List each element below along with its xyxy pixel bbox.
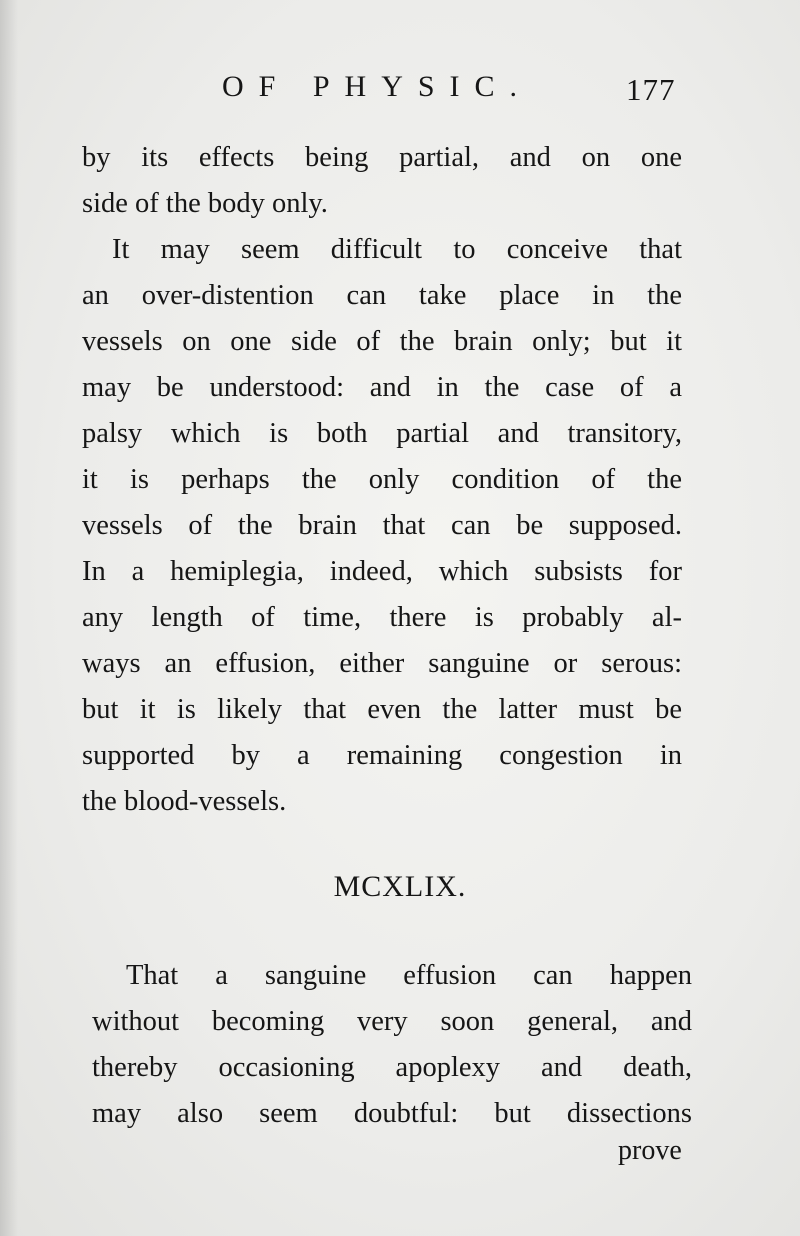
- page-header: [0, 70, 800, 110]
- text-line: supported by a remaining congestion in: [82, 740, 682, 771]
- text-line: In a hemiplegia, indeed, which subsists for: [82, 556, 682, 587]
- text-line: palsy which is both partial and transitory,: [82, 418, 682, 449]
- text-line: without becoming very soon general, and: [92, 1006, 692, 1037]
- text-line: side of the body only.: [82, 188, 328, 219]
- text-line: may also seem doubtful: but dissections: [92, 1098, 692, 1129]
- text-line: by its effects being partial, and on one: [82, 142, 682, 173]
- text-line: That a sanguine effusion can happen: [126, 960, 692, 991]
- text-line: it is perhaps the only condition of the: [82, 464, 682, 495]
- page-number: 177: [626, 72, 676, 107]
- running-title: OF PHYSIC.: [222, 70, 533, 103]
- section-heading: MCXLIX.: [333, 870, 467, 903]
- text-line: vessels of the brain that can be supposed.: [82, 510, 682, 541]
- spine-shadow: [0, 0, 18, 1236]
- text-line: may be understood: and in the case of a: [82, 372, 682, 403]
- text-line: vessels on one side of the brain only; but it: [82, 326, 682, 357]
- text-line: It may seem difficult to conceive that: [112, 234, 682, 265]
- text-line: but it is likely that even the latter must be: [82, 694, 682, 725]
- catchword: prove: [618, 1135, 682, 1166]
- text-line: ways an effusion, either sanguine or serous:: [82, 648, 682, 679]
- text-line: thereby occasioning apoplexy and death,: [92, 1052, 692, 1083]
- text-line: any length of time, there is probably al-: [82, 602, 682, 633]
- text-line: the blood-vessels.: [82, 786, 287, 817]
- text-line: an over-distention can take place in the: [82, 280, 682, 311]
